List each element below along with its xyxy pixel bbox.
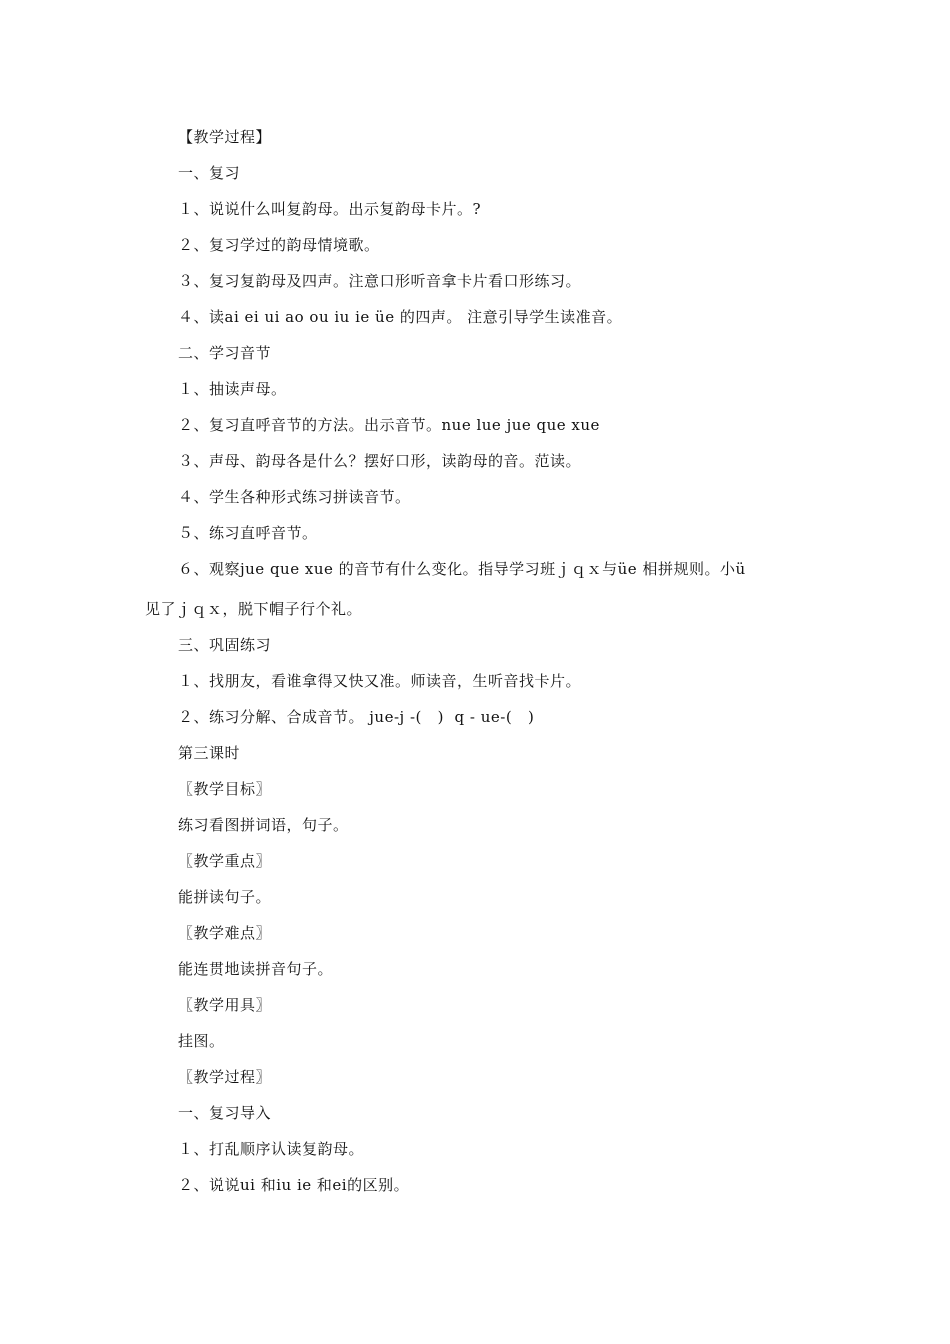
text-line: 能拼读句子。 [178,888,272,906]
heading-learn-syllables: 二、学习音节 [178,344,272,362]
text-line: １、找朋友，看谁拿得又快又准。师读音，生听音找卡片。 [178,672,582,690]
text-line: １、抽读声母。 [178,380,287,398]
text-line-continuation: 见了ｊｑｘ，脱下帽子行个礼。 [145,600,363,618]
heading-teaching-difficulty: 〖教学难点〗 [178,924,272,942]
text-line: ５、练习直呼音节。 [178,524,318,542]
section-heading-teaching-process: 【教学过程】 [178,128,272,146]
text-line: ６、观察jue que xue 的音节有什么变化。指导学习班ｊｑｘ与üe 相拼规则。小ü [178,560,746,578]
text-line: ３、声母、韵母各是什么？摆好口形，读韵母的音。范读。 [178,452,582,470]
text-line: １、打乱顺序认读复韵母。 [178,1140,365,1158]
text-line: ３、复习复韵母及四声。注意口形听音拿卡片看口形练习。 [178,272,582,290]
text-line: １、说说什么叫复韵母。出示复韵母卡片。? [178,200,482,218]
heading-review-intro: 一、复习导入 [178,1104,272,1122]
heading-teaching-focus: 〖教学重点〗 [178,852,272,870]
heading-consolidation: 三、巩固练习 [178,636,272,654]
text-line: 能连贯地读拼音句子。 [178,960,334,978]
text-line: 挂图。 [178,1032,225,1050]
heading-review: 一、复习 [178,164,241,182]
heading-third-lesson: 第三课时 [178,744,241,762]
heading-teaching-goals: 〖教学目标〗 [178,780,272,798]
text-line: ４、读ai ei ui ao ou iu ie üe 的四声。 注意引导学生读准音。 [178,308,623,326]
text-line: ２、说说ui 和iu ie 和ei的区别。 [178,1176,410,1194]
heading-teaching-process-2: 〖教学过程〗 [178,1068,272,1086]
text-line: ２、复习直呼音节的方法。出示音节。nue lue jue que xue [178,416,600,434]
heading-teaching-tools: 〖教学用具〗 [178,996,272,1014]
text-line: ２、复习学过的韵母情境歌。 [178,236,380,254]
text-line: ２、练习分解、合成音节。 jue-j -( ) q - ue-( ) [178,708,535,726]
text-line: 练习看图拼词语，句子。 [178,816,349,834]
text-line: ４、学生各种形式练习拼读音节。 [178,488,411,506]
